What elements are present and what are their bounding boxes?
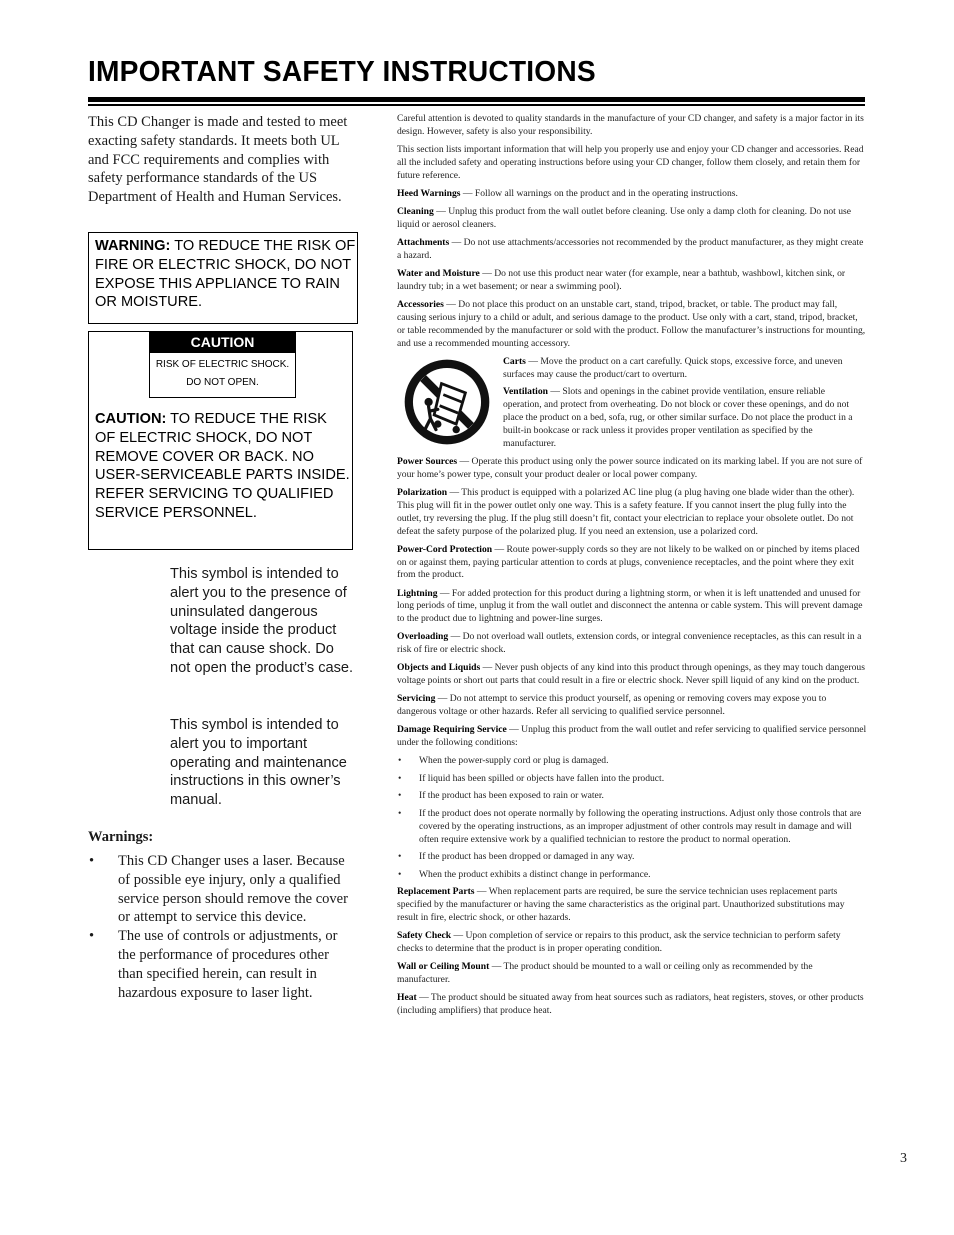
instruction-text: — The product should be mounted to a wall or ceiling only as recommended by the manufacturer. — [397, 961, 813, 986]
warning-box — [88, 232, 358, 324]
right-intro-1: Careful attention is devoted to quality standards in the manufacture of your CD changer, and safety is a major factor in its design. However, safety is also your responsibility. — [397, 113, 864, 137]
instruction-damage-requiring-service — [397, 724, 867, 750]
instruction-term: Replacement Parts — [397, 886, 475, 898]
instruction-term: Heed Warnings — [397, 187, 461, 199]
instruction-term: Damage Requiring Service — [397, 724, 507, 736]
instruction-text: — Move the product on a cart carefully. Quick stops, excessive force, and uneven surfaces may cause the product/cart to overturn. — [503, 355, 843, 380]
instruction-term: Water and Moisture — [397, 268, 480, 279]
instruction-accessories — [397, 299, 867, 351]
instruction-text: — Do not attempt to service this product yourself, as opening or removing covers may expose you to dangerous voltage or other hazards. Refer all servicing to qualified service personnel. — [397, 693, 827, 718]
caution-header-sub — [150, 353, 295, 392]
instructions-symbol-note: This symbol is intended to alert you to important operating and maintenance instructions in this owner’s manual. — [170, 717, 347, 809]
warnings-item: • The use of controls or adjustments, or the performance of procedures other than specified herein, can result in hazardous exposure to laser light. — [88, 927, 353, 1002]
instruction-term: Cleaning — [397, 206, 434, 217]
instruction-cleaning — [397, 206, 867, 232]
instruction-carts — [503, 356, 866, 382]
instruction-term: Lightning — [397, 587, 438, 599]
page-title: IMPORTANT SAFETY INSTRUCTIONS — [88, 56, 596, 88]
warning-text: TO REDUCE THE RISK OF FIRE OR ELECTRIC SHOCK, DO NOT EXPOSE THIS APPLIANCE TO RAIN OR MOISTURE. — [95, 238, 356, 311]
instruction-term: Power Sources — [397, 455, 458, 467]
instruction-term: Ventilation — [503, 386, 548, 398]
caution-sub-line-1: RISK OF ELECTRIC SHOCK. — [155, 359, 290, 370]
carts-ventilation-block — [397, 356, 867, 452]
instruction-term: Attachments — [397, 237, 450, 248]
caution-label: CAUTION: — [95, 411, 167, 427]
condition-item: • If the product has been dropped or damaged in any way. — [397, 851, 867, 864]
instruction-lightning — [397, 588, 867, 627]
caution-text: TO REDUCE THE RISK OF ELECTRIC SHOCK, DO NOT REMOVE COVER OR BACK. NO USER-SERVICEABLE PARTS INSIDE. REFER SERVICING TO QUALIFIED SERVICE PERSONNEL. — [95, 411, 350, 521]
instruction-text: — Unplug this product from the wall outlet and refer servicing to qualified service personnel under the following conditions: — [397, 724, 867, 749]
instruction-text: — The product should be situated away from heat sources such as radiators, heat registers, stoves, or other products (including amplifiers) that produce heat. — [397, 992, 864, 1017]
caution-header-label: CAUTION — [150, 332, 295, 353]
instruction-text: — Do not use this product near water (for example, near a bathtub, washbowl, kitchen sink, or laundry tub; in a wet basement; or near a swimming pool). — [397, 268, 846, 292]
condition-item: • If the product has been exposed to rain or water. — [397, 790, 867, 803]
caution-box — [88, 331, 353, 550]
instruction-text: — Slots and openings in the cabinet provide ventilation, ensure reliable operation, and protect from overheating. Do not block or cover these openings, and do not place the product on a bed, sofa, rug, or other similar surface. Do not place the product in a built-in bookcase or rack unless it provides proper ventilation as specified by the manufacturer. — [503, 386, 853, 449]
instruction-text: — Upon completion of service or repairs to this product, ask the service technician to perform safety checks to determine that the product is in proper operating condition. — [397, 930, 841, 955]
instruction-power-cord-protection — [397, 544, 867, 583]
intro-paragraph: This CD Changer is made and tested to meet exacting safety standards. It meets both UL and FCC requirements and complies with safety performance standards of the US Department of Health and Human Services. — [88, 114, 348, 206]
instruction-term: Accessories — [397, 299, 444, 310]
instruction-heat — [397, 992, 867, 1018]
instruction-term: Overloading — [397, 631, 449, 643]
instruction-wall-ceiling-mount — [397, 961, 867, 987]
instruction-term: Polarization — [397, 486, 448, 498]
instruction-text: — For added protection for this product during a lightning storm, or when it is left unattended and unused for long periods of time, unplug it from the wall outlet and disconnect the antenna or cable system. This will prevent damage to the product due to lightning and power-line surges. — [397, 587, 863, 625]
condition-item: • If liquid has been spilled or objects have fallen into the product. — [397, 773, 867, 786]
instruction-polarization — [397, 487, 867, 539]
instruction-objects-liquids — [397, 662, 867, 688]
instruction-servicing — [397, 693, 867, 719]
service-conditions-list — [397, 755, 867, 881]
instruction-attachments — [397, 237, 867, 263]
cart-tipover-warning-icon — [401, 356, 493, 448]
instruction-text: — Do not overload wall outlets, extension cords, or integral convenience receptacles, as this can result in a risk of fire or electric shock. — [397, 631, 862, 656]
warning-label: WARNING: — [95, 238, 171, 254]
instruction-text: — Unplug this product from the wall outlet before cleaning. Use only a damp cloth for cleaning. Do not use liquid or aerosol cleaners. — [397, 206, 852, 230]
instruction-term: Wall or Ceiling Mount — [397, 961, 490, 973]
condition-item: • When the product exhibits a distinct change in performance. — [397, 869, 867, 882]
warnings-item: • This CD Changer uses a laser. Because of possible eye injury, only a qualified service person should remove the cover or attempt to service this device. — [88, 852, 353, 927]
instruction-safety-check — [397, 930, 867, 956]
instruction-overloading — [397, 631, 867, 657]
shock-symbol-note: This symbol is intended to alert you to the presence of uninsulated dangerous voltage inside the product that can cause shock. Do not open the product’s case. — [170, 566, 354, 676]
instruction-water-moisture — [397, 268, 867, 294]
instruction-term: Carts — [503, 355, 526, 367]
instruction-text: — When replacement parts are required, be sure the service technician uses replacement parts specified by the manufacturer or having the same characteristics as the original part. Unauthorized substitutions may result in fire, electric shock, or other hazards. — [397, 886, 845, 924]
instruction-text: — Operate this product using only the power source indicated on its marking label. If you are not sure of your home’s power type, consult your product dealer or local power company. — [397, 455, 863, 480]
instruction-term: Heat — [397, 992, 417, 1004]
page-number: 3 — [900, 1151, 907, 1166]
caution-sub-line-2: DO NOT OPEN. — [186, 377, 259, 388]
right-intro-2: This section lists important information that will help you properly use and enjoy your CD changer and accessories. Read all the included safety and operating instructions before using your CD changer, follow them closely, and retain them for future reference. — [397, 144, 864, 181]
carts-ventilation-text — [503, 356, 866, 455]
warnings-heading: Warnings: — [88, 829, 154, 845]
instruction-term: Power-Cord Protection — [397, 543, 493, 555]
caution-header — [149, 332, 296, 398]
instruction-term: Objects and Liquids — [397, 662, 481, 674]
instruction-term: Safety Check — [397, 930, 452, 942]
instruction-text: — Never push objects of any kind into this product through openings, as they may touch dangerous voltage points or short out parts that could result in a fire or electric shock. Never spill liquid of any kind on the product. — [397, 662, 865, 687]
condition-item: • When the power-supply cord or plug is damaged. — [397, 755, 867, 768]
instruction-term: Servicing — [397, 693, 436, 705]
title-rule-thick — [88, 97, 865, 102]
instruction-ventilation — [503, 386, 866, 451]
instruction-heed-warnings — [397, 188, 867, 201]
instruction-text: — This product is equipped with a polarized AC line plug (a plug having one blade wider than the other). This plug will fit in the power outlet only one way. This is a safety feature. If you cannot insert the plug fully into the outlet, try reversing the plug. If the plug still doesn’t fit, contact your electrician to replace your obsolete outlet. Do not defeat the safety purpose of the polarized plug. If you need an extension, use a polarized cord. — [397, 486, 855, 537]
instruction-text: — Route power-supply cords so they are not likely to be walked on or pinched by items placed on or against them, paying particular attention to cords at plugs, convenience receptacles, and the point where they exit from the product. — [397, 543, 860, 581]
instruction-text: — Follow all warnings on the product and in the operating instructions. — [460, 187, 738, 199]
condition-item: • If the product does not operate normally by following the operating instructions. Adjust only those controls that are covered by the operating instructions, as an improper adjustment of other controls may result in damage and will often require extensive work by a qualified technician to restore the product to normal operation. — [397, 808, 867, 847]
warnings-list — [88, 852, 353, 1002]
instruction-text: — Do not place this product on an unstable cart, stand, tripod, bracket, or table. The product may fall, causing serious injury to a child or adult, and serious damage to the product. Use only with a cart, stand, tripod, bracket, or table recommended by the manufacturer or sold with the product. Follow the manufacturer’s instructions for mounting, and use a recommended mounting accessory. — [397, 299, 866, 349]
instruction-power-sources — [397, 456, 867, 482]
instruction-text: — Do not use attachments/accessories not recommended by the product manufacturer, as they might create a hazard. — [397, 237, 864, 261]
caution-body — [95, 410, 350, 523]
instruction-replacement-parts — [397, 886, 867, 925]
safety-instructions-column — [397, 113, 867, 1023]
title-rule-thin — [88, 104, 865, 106]
